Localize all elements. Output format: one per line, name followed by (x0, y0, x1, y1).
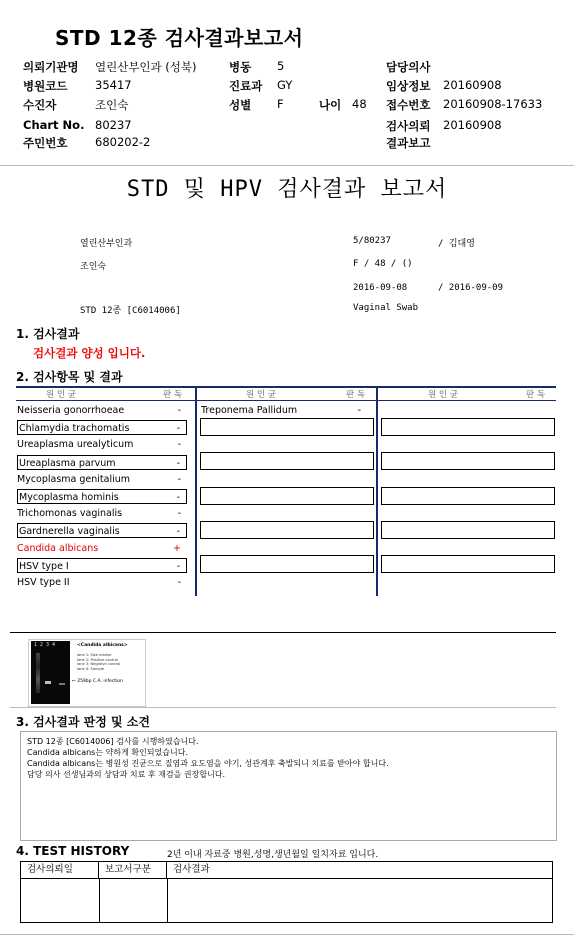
grid-divider-1 (195, 386, 197, 596)
header-l4-row-5: 결과보고 (386, 136, 431, 150)
item-name: HSV type I (19, 560, 69, 572)
page-bottom-line (0, 934, 574, 935)
opinion-line-3: Candida albicans는 병원성 진균으로 질염과 요도염을 야기, 성관계후 축발되니 치료를 받아야 합니다. (27, 759, 389, 768)
pathogen-item (17, 489, 187, 504)
opinion-line-4: 담당 의사 선생님과의 상담과 치료 후 재검을 권장합니다. (27, 770, 226, 779)
empty-result-box (200, 452, 374, 470)
pathogen-item (17, 420, 187, 435)
item-name: Chlamydia trachomatis (19, 423, 130, 435)
pathogen-item (17, 523, 187, 538)
gel-legend-4: lane 4: Sample (77, 666, 104, 671)
item-result: - (177, 439, 181, 451)
item-name: Ureaplasma parvum (19, 457, 116, 469)
opinion-line-2: Candida albicans는 약하게 확인되었습니다. (27, 748, 188, 757)
col-judge-1: 판 독 (163, 390, 183, 400)
empty-result-box (381, 521, 555, 539)
header-v4-row-2: 20160908 (443, 78, 502, 92)
empty-result-box (381, 452, 555, 470)
history-vline-2 (167, 878, 168, 922)
item-result: - (176, 560, 180, 572)
pathogen-item (17, 558, 187, 573)
col-judge-2: 판 독 (346, 390, 366, 400)
gel-photo (31, 641, 70, 704)
item-name: HSV type II (17, 577, 70, 588)
gel-legend-3: lane 3: Negative control (77, 662, 121, 667)
item-result: - (357, 405, 361, 416)
history-vline-1 (99, 878, 100, 922)
item-result: - (176, 423, 180, 435)
header-l4-row-1: 담당의사 (386, 60, 431, 74)
section2-title: 2. 검사항목 및 결과 (16, 370, 123, 384)
date-to: / 2016-09-09 (438, 283, 504, 293)
date-from: 2016-09-08 (353, 283, 408, 293)
item-result: - (176, 457, 180, 469)
hospital-name: 열린산부인과 (80, 239, 133, 249)
header-l1-row-3: 수진자 (23, 98, 57, 112)
item-result: - (177, 577, 181, 588)
header-v2-row-2: GY (277, 78, 293, 92)
empty-result-box (200, 555, 374, 573)
item-name: Ureaplasma urealyticum (17, 439, 134, 451)
col-judge-3: 판 독 (526, 390, 546, 400)
gel-legend-2: lane 2: Positive control (77, 657, 118, 662)
header-l4-row-3: 접수번호 (386, 98, 431, 112)
header-v1-row-5: 680202-2 (95, 135, 151, 149)
header-v1-row-1: 열린산부인과 (성북) (95, 60, 197, 74)
section3-title: 3. 검사결과 판정 및 소견 (16, 715, 150, 729)
empty-result-box (200, 487, 374, 505)
opinion-box (20, 731, 557, 841)
empty-result-box (381, 418, 555, 436)
item-result: - (177, 473, 181, 485)
treponema-item (201, 403, 371, 418)
report-title: STD 및 HPV 검사결과 보고서 (126, 177, 448, 202)
col-pathogen-2: 원 인 균 (246, 390, 277, 400)
pathogen-item (17, 575, 187, 590)
item-result: - (176, 526, 180, 538)
header-divider (0, 165, 574, 166)
header-v4-row-4: 20160908 (443, 118, 502, 132)
report-header-title: STD 12종 검사결과보고서 (55, 26, 304, 50)
gel-bottom-line (10, 707, 556, 708)
gel-title: <Candida albicans> (77, 643, 128, 648)
header-v2-row-3: F (277, 97, 284, 111)
sex-age: F / 48 / () (353, 259, 413, 269)
header-l1-row-2: 병원코드 (23, 79, 68, 93)
pathogen-item (17, 506, 187, 521)
header-v1-row-3: 조인숙 (95, 98, 129, 112)
history-header-line (21, 878, 552, 879)
empty-result-box (381, 555, 555, 573)
grid-divider-2 (376, 386, 378, 596)
item-name: Mycoplasma hominis (19, 492, 119, 503)
empty-result-box (381, 487, 555, 505)
patient-name: 조인숙 (80, 262, 107, 272)
item-name: Neisseria gonorrhoeae (17, 405, 125, 416)
history-col-result: 검사결과 (173, 864, 210, 875)
header-l2-row-3: 성별 (229, 98, 252, 112)
pathogen-item (17, 472, 187, 487)
header-v4-row-3: 20160908-17633 (443, 97, 543, 111)
item-name: Mycoplasma genitalium (17, 473, 131, 485)
col-pathogen-1: 원 인 균 (46, 390, 77, 400)
section4-title: 4. TEST HISTORY (16, 844, 130, 858)
ward-chart: 5/80237 (353, 236, 391, 246)
header-l1-row-5: 주민번호 (23, 136, 68, 150)
item-result: - (176, 492, 180, 503)
gel-band-sample (59, 683, 65, 685)
gel-legend (77, 653, 120, 671)
header-l3-row-3: 나이 (319, 98, 342, 112)
pathogen-item (17, 455, 187, 470)
history-table (20, 861, 553, 923)
gel-band-pos (45, 681, 51, 684)
specimen: Vaginal Swab (353, 303, 419, 313)
header-v1-row-4: 80237 (95, 118, 132, 132)
header-l4-row-2: 임상정보 (386, 79, 431, 93)
history-note: 2년 이내 자료중 병원,성명,생년월일 일치자료 입니다. (167, 850, 379, 860)
col-pathogen-3: 원 인 균 (428, 390, 459, 400)
header-l4-row-4: 검사의뢰 (386, 119, 431, 133)
history-col-date: 검사의뢰일 (21, 862, 99, 878)
gel-top-line (10, 632, 556, 633)
opinion-line-1: STD 12종 [C6014006] 검사를 시행하였습니다. (27, 737, 199, 746)
pathogen-item (17, 437, 187, 452)
gel-band-label: ← 259bp C.A. infection (72, 679, 123, 684)
header-l1-row-1: 의뢰기관명 (23, 60, 79, 74)
history-col-type: 보고서구분 (99, 862, 167, 878)
item-name: Treponema Pallidum (201, 405, 298, 416)
pathogen-item (17, 541, 187, 556)
header-l2-row-1: 병동 (229, 60, 252, 74)
item-name: Trichomonas vaginalis (17, 508, 123, 520)
item-name: Gardnerella vaginalis (19, 526, 120, 538)
header-v3-row-3: 48 (352, 97, 367, 111)
section1-title: 1. 검사결과 (16, 327, 80, 341)
pathogen-item (17, 403, 187, 418)
header-v1-row-2: 35417 (95, 78, 132, 92)
doctor-name: / 김대영 (438, 239, 475, 249)
item-result: - (177, 405, 181, 416)
empty-result-box (200, 418, 374, 436)
header-l2-row-2: 진료과 (229, 79, 263, 93)
empty-result-box (200, 521, 374, 539)
results-grid-header (16, 386, 556, 401)
item-result: + (173, 542, 181, 554)
gel-lanes: 1 2 3 4 (34, 642, 56, 648)
gel-legend-1: lane 1: Size marker (77, 653, 112, 657)
overall-result: 검사결과 양성 입니다. (33, 346, 146, 360)
item-result: - (177, 508, 181, 520)
header-v2-row-1: 5 (277, 59, 285, 73)
gel-ladder (36, 653, 40, 693)
item-name: Candida albicans (17, 542, 99, 554)
gel-image (28, 639, 146, 707)
header-l1-row-4: Chart No. (23, 118, 85, 132)
test-name: STD 12종 [C6014006] (80, 306, 181, 316)
